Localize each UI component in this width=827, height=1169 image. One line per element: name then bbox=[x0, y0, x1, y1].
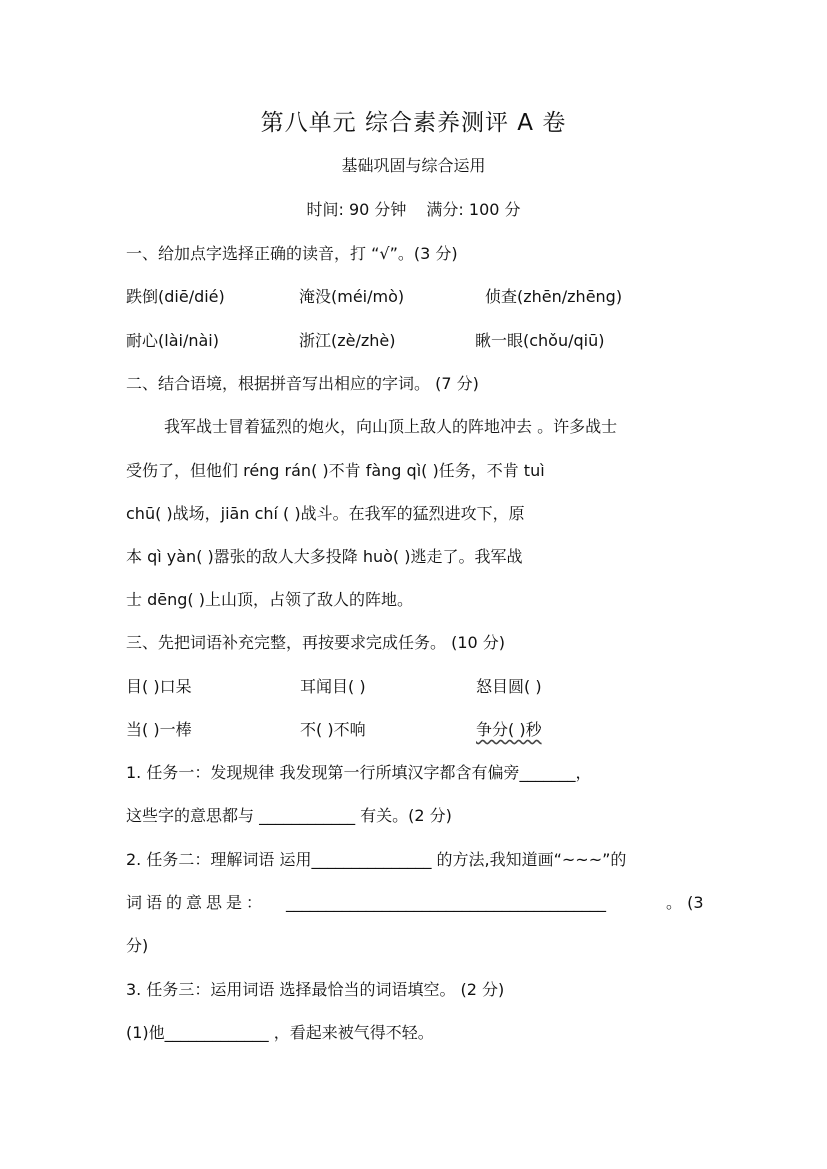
task2-line: 分) bbox=[126, 936, 149, 955]
option-item: 淹没(méi/mò) bbox=[299, 287, 405, 306]
idiom-item: 目( )口呆 bbox=[126, 677, 192, 696]
option-item: 跌倒(diē/dié) bbox=[126, 287, 225, 306]
task1-line: 这些字的意思都与 ____________ 有关。(2 分) bbox=[126, 806, 452, 825]
idiom-item: 怒目圆( ) bbox=[476, 677, 542, 696]
answer-blank: ________________________________________ bbox=[286, 893, 606, 912]
passage-line: 本 qì yàn( )嚣张的敌人大多投降 huò( )逃走了。我军战 bbox=[126, 547, 523, 566]
idiom-row2 bbox=[126, 719, 726, 741]
task2-label: 词语的意思是： bbox=[126, 893, 267, 912]
option-item: 耐心(lài/nài) bbox=[126, 331, 219, 350]
passage-line: 士 dēng( )上山顶，占领了敌人的阵地。 bbox=[126, 590, 413, 609]
passage-line: chū( )战场，jiān chí ( )战斗。在我军的猛烈进攻下，原 bbox=[126, 504, 525, 523]
option-item: 瞅一眼(chǒu/qiū) bbox=[475, 331, 605, 350]
task3-question: (1)他_____________ ，看起来被气得不轻。 bbox=[126, 1023, 434, 1042]
idiom-item-wavy: 争分( )秒 bbox=[476, 720, 542, 739]
idiom-item: 当( )一棒 bbox=[126, 720, 192, 739]
option-item: 侦查(zhēn/zhēng) bbox=[485, 287, 623, 306]
exam-score: 满分: 100 分 bbox=[426, 200, 521, 219]
task2-line bbox=[126, 892, 704, 914]
task1-line: 1. 任务一：发现规律 我发现第一行所填汉字都含有偏旁_______， bbox=[126, 763, 592, 782]
section1-row1 bbox=[126, 286, 726, 308]
option-item: 浙江(zè/zhè) bbox=[299, 331, 396, 350]
section3-heading: 三、先把词语补充完整，再按要求完成任务。 (10 分) bbox=[126, 633, 506, 652]
idiom-item: 耳闻目( ) bbox=[300, 677, 366, 696]
passage-line: 受伤了，但他们 réng rán( )不肯 fàng qì( )任务，不肯 tuì bbox=[126, 461, 545, 480]
task3-line: 3. 任务三：运用词语 选择最恰当的词语填空。 (2 分) bbox=[126, 980, 505, 999]
section1-row2 bbox=[126, 330, 726, 352]
section1-heading: 一、给加点字选择正确的读音，打 “√”。(3 分) bbox=[126, 244, 458, 263]
idiom-row1 bbox=[126, 676, 726, 698]
task2-line: 2. 任务二：理解词语 运用_______________ 的方法,我知道画“~~~”的 bbox=[126, 850, 627, 869]
idiom-item: 不( )不响 bbox=[300, 720, 366, 739]
exam-time: 时间: 90 分钟 bbox=[306, 200, 407, 219]
page-title: 第八单元 综合素养测评 A 卷 bbox=[260, 110, 567, 136]
task2-score: 。 (3 bbox=[666, 893, 704, 912]
section2-heading: 二、结合语境，根据拼音写出相应的字词。 (7 分) bbox=[126, 374, 479, 393]
exam-meta bbox=[0, 199, 827, 221]
page-subtitle: 基础巩固与综合运用 bbox=[341, 156, 486, 175]
passage-line: 我军战士冒着猛烈的炮火，向山顶上敌人的阵地冲去 。许多战士 bbox=[164, 417, 618, 436]
